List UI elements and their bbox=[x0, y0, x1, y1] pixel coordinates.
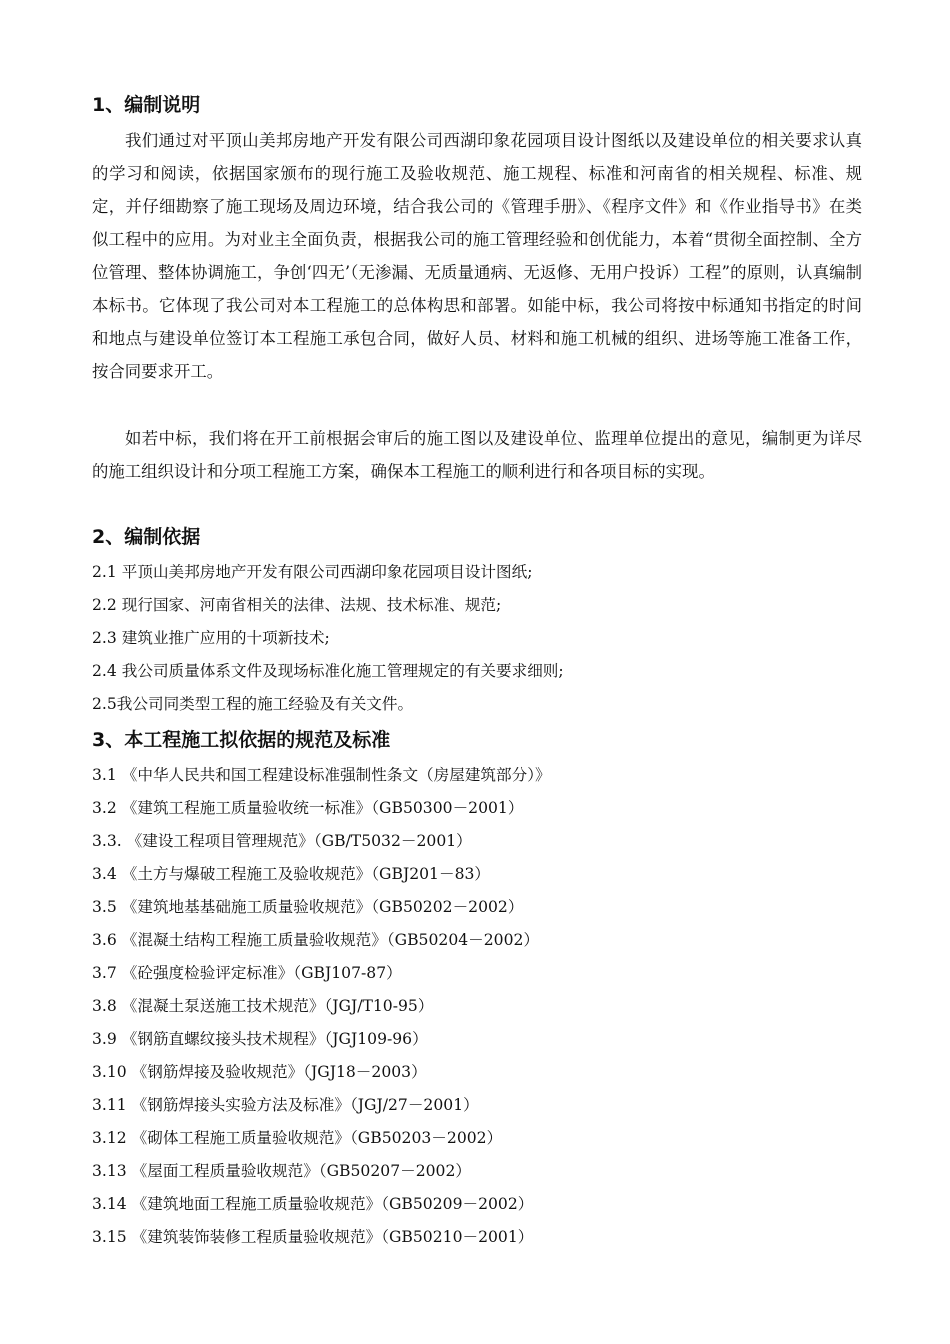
section-1-heading: 1、编制说明 bbox=[92, 94, 201, 116]
standard-item: 3.13 《屋面工程质量验收规范》（GB50207－2002） bbox=[92, 1162, 471, 1180]
basis-item: 2.3 建筑业推广应用的十项新技术; bbox=[92, 629, 330, 647]
basis-item: 2.5我公司同类型工程的施工经验及有关文件。 bbox=[92, 695, 414, 713]
standard-item: 3.14 《建筑地面工程施工质量验收规范》（GB50209－2002） bbox=[92, 1195, 534, 1213]
basis-item: 2.4 我公司质量体系文件及现场标准化施工管理规定的有关要求细则; bbox=[92, 662, 564, 680]
standard-item: 3.8 《混凝土泵送施工技术规范》（JGJ/T10-95） bbox=[92, 997, 434, 1015]
standard-item: 3.12 《砌体工程施工质量验收规范》（GB50203－2002） bbox=[92, 1129, 503, 1147]
standard-item: 3.6 《混凝土结构工程施工质量验收规范》（GB50204－2002） bbox=[92, 931, 540, 949]
standard-item: 3.11 《钢筋焊接头实验方法及标准》（JGJ/27－2001） bbox=[92, 1096, 479, 1114]
standard-item: 3.4 《土方与爆破工程施工及验收规范》（GBJ201－83） bbox=[92, 865, 491, 883]
standard-item: 3.7 《砼强度检验评定标准》（GBJ107-87） bbox=[92, 964, 402, 982]
standard-item: 3.9 《钢筋直螺纹接头技术规程》（JGJ109-96） bbox=[92, 1030, 428, 1048]
basis-item: 2.2 现行国家、河南省相关的法律、法规、技术标准、规范; bbox=[92, 596, 502, 614]
standard-item: 3.10 《钢筋焊接及验收规范》（JGJ18－2003） bbox=[92, 1063, 427, 1081]
basis-item: 2.1 平顶山美邦房地产开发有限公司西湖印象花园项目设计图纸; bbox=[92, 563, 533, 581]
standard-item: 3.1 《中华人民共和国工程建设标准强制性条文（房屋建筑部分）》 bbox=[92, 766, 551, 784]
standard-item: 3.2 《建筑工程施工质量验收统一标准》（GB50300－2001） bbox=[92, 799, 524, 817]
section-2-heading: 2、编制依据 bbox=[92, 526, 201, 548]
standard-item: 3.3. 《建设工程项目管理规范》（GB/T5032－2001） bbox=[92, 832, 472, 850]
standard-item: 3.15 《建筑装饰装修工程质量验收规范》（GB50210－2001） bbox=[92, 1228, 534, 1246]
section-1-paragraph-1: 我们通过对平顶山美邦房地产开发有限公司西湖印象花园项目设计图纸以及建设单位的相关要求认真的学习和阅读，依据国家颁布的现行施工及验收规范、施工规程、标准和河南省的相关规程、标准、规定，并仔细勘察了施工现场及周边环境，结合我公司的《管理手册》、《程序文件》和《作业指导书》在类似工程中的应用。为对业主全面负责，根据我公司的施工管理经验和创优能力，本着“贯彻全面控制、全方位管理、整体协调施工，争创‘四无’（无渗漏、无质量通病、无返修、无用户投诉）工程”的原则，认真编制本标书。它体现了我公司对本工程施工的总体构思和部署。如能中标，我公司将按中标通知书指定的时间和地点与建设单位签订本工程施工承包合同，做好人员、材料和施工机械的组织、进场等施工准备工作，按合同要求开工。 bbox=[92, 131, 862, 381]
section-3-heading: 3、本工程施工拟依据的规范及标准 bbox=[92, 729, 391, 751]
section-1-paragraph-2: 如若中标，我们将在开工前根据会审后的施工图以及建设单位、监理单位提出的意见，编制更为详尽的施工组织设计和分项工程施工方案，确保本工程施工的顺利进行和各项目标的实现。 bbox=[92, 429, 862, 481]
standard-item: 3.5 《建筑地基基础施工质量验收规范》（GB50202－2002） bbox=[92, 898, 524, 916]
